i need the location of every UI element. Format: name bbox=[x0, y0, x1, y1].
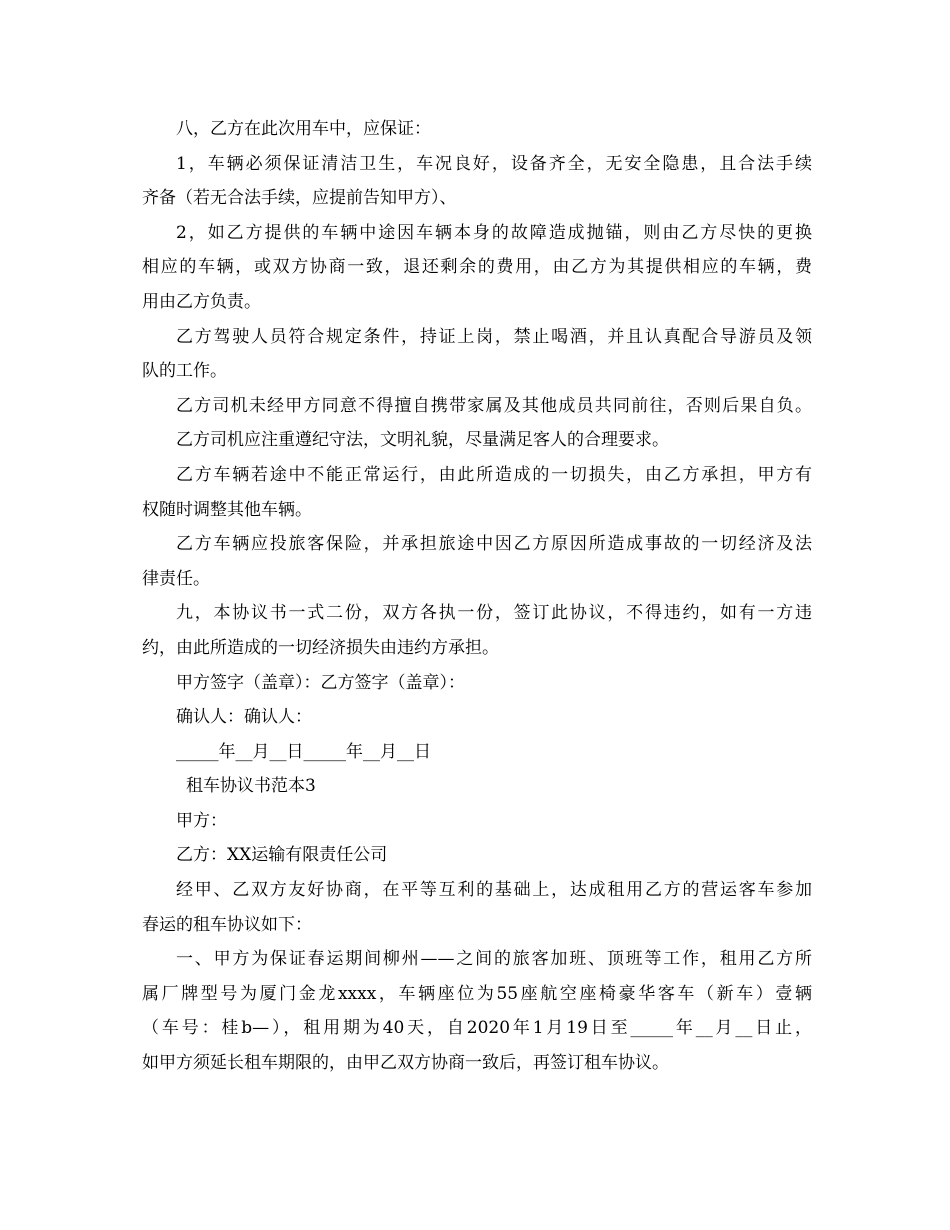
text-line: 用由乙方负责。 bbox=[142, 291, 261, 312]
document-body bbox=[142, 112, 812, 1081]
text-line: 春运的租车协议如下： bbox=[142, 914, 312, 935]
text-line: 2，如乙方提供的车辆中途因车辆本身的故障造成抛锚，则由乙方尽快的更换 bbox=[176, 222, 812, 243]
text-line: _____年__月__日_____年__月__日 bbox=[176, 741, 431, 762]
section-title: 租车协议书范本3 bbox=[186, 776, 316, 797]
text-line: 权随时调整其他车辆。 bbox=[142, 499, 312, 520]
text-line: 确认人：确认人： bbox=[176, 707, 312, 728]
text-line: 九，本协议书一式二份，双方各执一份，签订此协议，不得违约，如有一方违 bbox=[176, 603, 812, 624]
text-line: 乙方司机未经甲方同意不得擅自携带家属及其他成员共同前往，否则后果自负。 bbox=[176, 395, 812, 416]
text-line: 乙方车辆应投旅客保险，并承担旅途中因乙方原因所造成事故的一切经济及法 bbox=[176, 534, 812, 555]
text-line: 如甲方须延长租车期限的，由甲乙双方协商一致后，再签订租车协议。 bbox=[142, 1053, 669, 1074]
text-line: 八，乙方在此次用车中，应保证： bbox=[176, 119, 431, 139]
text-line: 队的工作。 bbox=[142, 361, 227, 382]
text-line: 一、甲方为保证春运期间柳州——之间的旅客加班、顶班等工作，租用乙方所 bbox=[176, 949, 812, 970]
text-line: 1，车辆必须保证清洁卫生，车况良好，设备齐全，无安全隐患，且合法手续 bbox=[176, 153, 812, 174]
text-line: 甲方： bbox=[176, 810, 227, 831]
text-line: 约，由此所造成的一切经济损失由违约方承担。 bbox=[142, 637, 499, 658]
text-line: 乙方：XX运输有限责任公司 bbox=[176, 845, 388, 866]
text-line: 相应的车辆，或双方协商一致，退还剩余的费用，由乙方为其提供相应的车辆，费 bbox=[142, 257, 812, 278]
text-line: 属厂牌型号为厦门金龙xxxx，车辆座位为55座航空座椅豪华客车（新车）壹辆 bbox=[142, 983, 812, 1004]
text-line: 律责任。 bbox=[142, 568, 210, 589]
text-line: 经甲、乙双方友好协商，在平等互利的基础上，达成租用乙方的营运客车参加 bbox=[176, 880, 812, 901]
text-line: 甲方签字（盖章）：乙方签字（盖章）： bbox=[176, 672, 465, 693]
text-line: （车号：桂b—），租用期为40天，自2020年1月19日至_____年__月__日止， bbox=[142, 1018, 812, 1039]
text-line: 乙方驾驶人员符合规定条件，持证上岗，禁止喝酒，并且认真配合导游员及领 bbox=[176, 326, 812, 347]
text-line: 乙方司机应注重遵纪守法，文明礼貌，尽量满足客人的合理要求。 bbox=[176, 430, 669, 451]
text-line: 齐备（若无合法手续，应提前告知甲方）、 bbox=[142, 188, 457, 209]
text-line: 乙方车辆若途中不能正常运行，由此所造成的一切损失，由乙方承担，甲方有 bbox=[176, 464, 812, 485]
